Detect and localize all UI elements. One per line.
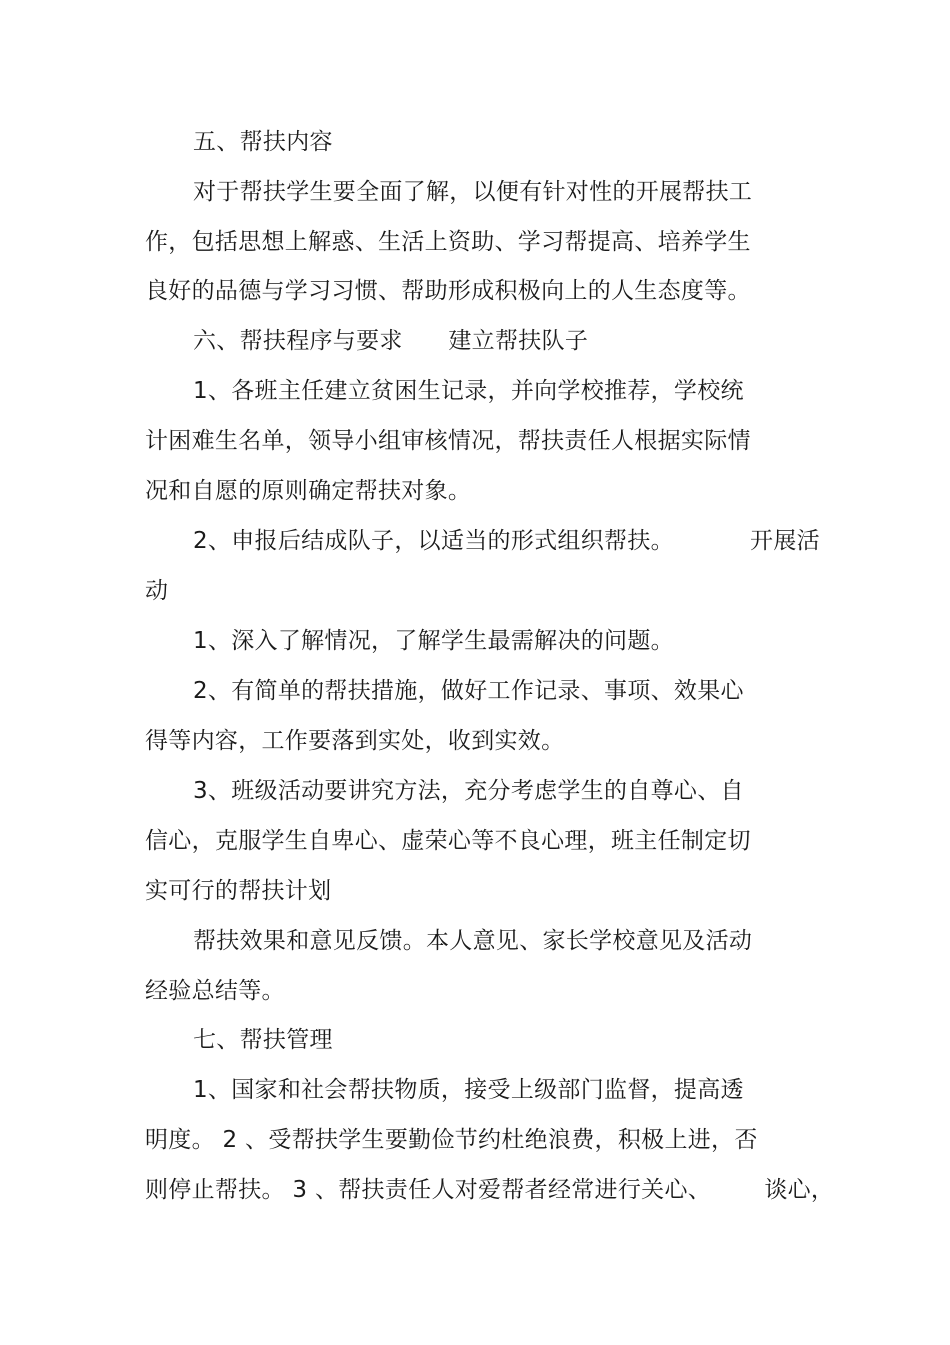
text-line: 况和自愿的原则确定帮扶对象。: [145, 478, 472, 504]
text-line: 得等内容，工作要落到实处，收到实效。: [145, 728, 565, 754]
text-line: 2、有简单的帮扶措施，做好工作记录、事项、效果心: [193, 678, 744, 704]
text-line: 计困难生名单，领导小组审核情况，帮扶责任人根据实际情: [145, 428, 751, 454]
text-line: 明度。 2 、受帮扶学生要勤俭节约杜绝浪费，积极上进，否: [145, 1127, 758, 1153]
text-line: 则停止帮扶。 3 、帮扶责任人对爱帮者经常进行关心、 谈心，: [145, 1177, 835, 1203]
text-line: 1、各班主任建立贫困生记录，并向学校推荐，学校统: [193, 378, 744, 404]
text-line: 信心，克服学生自卑心、虚荣心等不良心理，班主任制定切: [145, 828, 751, 854]
text-line: 经验总结等。: [145, 978, 285, 1004]
heading-seven: 七、帮扶管理: [193, 1027, 333, 1053]
heading-six: 六、帮扶程序与要求 建立帮扶队子: [193, 328, 589, 354]
text-line: 实可行的帮扶计划: [145, 878, 332, 904]
text-line: 帮扶效果和意见反馈。本人意见、家长学校意见及活动: [193, 928, 753, 954]
text-line: 2、申报后结成队子，以适当的形式组织帮扶。 开展活: [193, 528, 820, 554]
text-line: 对于帮扶学生要全面了解，以便有针对性的开展帮扶工: [193, 179, 753, 205]
text-line: 1、深入了解情况，了解学生最需解决的问题。: [193, 628, 674, 654]
heading-five: 五、帮扶内容: [193, 129, 333, 155]
text-line: 作，包括思想上解惑、生活上资助、学习帮提高、培养学生: [145, 229, 751, 255]
text-line: 3、班级活动要讲究方法，充分考虑学生的自尊心、自: [193, 778, 744, 804]
text-line: 良好的品德与学习习惯、帮助形成积极向上的人生态度等。: [145, 278, 751, 304]
text-line: 1、国家和社会帮扶物质，接受上级部门监督，提高透: [193, 1077, 744, 1103]
text-line: 动: [145, 578, 169, 604]
